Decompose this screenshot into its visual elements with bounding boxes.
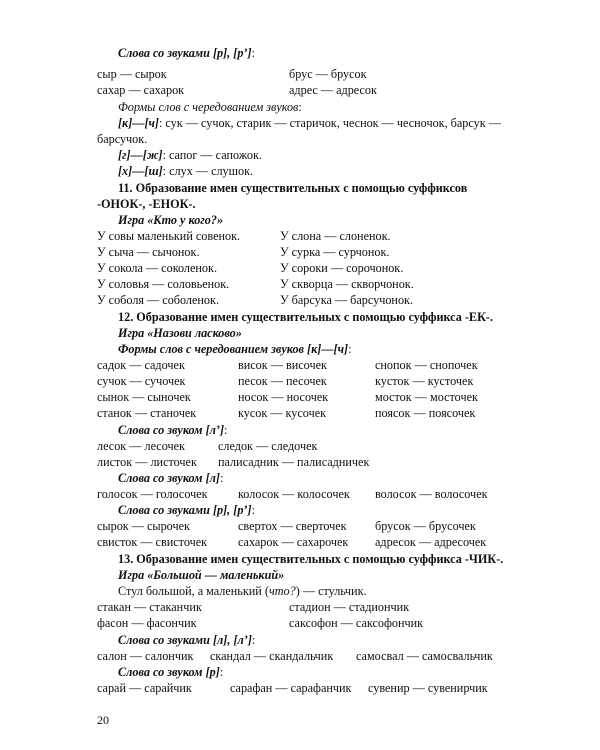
alternation-text: : слух — слушок. — [162, 164, 254, 178]
word-pair: сувенир — сувенирчик — [368, 681, 488, 695]
word-pair: У барсука — барсучонок. — [280, 293, 414, 307]
heading-text: Формы слов с чередованием звуков — [118, 100, 299, 114]
heading-text: Слова со звуком [л] — [118, 471, 220, 485]
word-pair: У соболя — соболенок. — [97, 293, 219, 307]
word-pair: кусок — кусочек — [238, 406, 327, 420]
word-pair: брус — брусок — [289, 67, 367, 81]
word-pair: У сокола — соколенок. — [97, 261, 217, 275]
word-pair: колосок — колосочек — [238, 487, 350, 501]
word-pair: У сурка — сурчонок. — [280, 245, 390, 259]
word-pair: У скворца — скворчонок. — [280, 277, 414, 291]
heading-sound-r — [118, 664, 223, 680]
alternation-key: [х]—[ш] — [118, 164, 163, 178]
word-pair: свисток — свисточек — [97, 535, 208, 549]
intro-part: Стул большой, а маленький ( — [118, 584, 269, 598]
heading-alternation — [118, 99, 302, 115]
word-pair: У сороки — сорочонок. — [280, 261, 404, 275]
word-pair: мосток — мосточек — [375, 390, 478, 404]
heading-colon: : — [251, 633, 256, 647]
heading-colon: : — [224, 423, 228, 437]
game-title: Игра «Большой — маленький» — [118, 568, 285, 582]
word-pair: салон — салончик — [97, 649, 194, 663]
word-pair: саксофон — саксофончик — [289, 616, 424, 630]
heading-sound-l — [118, 470, 223, 486]
word-pair: голосок — голосочек — [97, 487, 208, 501]
word-pair: сарафан — сарафанчик — [230, 681, 352, 695]
heading-sound-l-soft — [118, 422, 227, 438]
heading-colon: : — [298, 100, 302, 114]
alternation-text: : сапог — сапожок. — [162, 148, 262, 162]
word-pair: волосок — волосочек — [375, 487, 488, 501]
heading-text: Слова со звуком [р] — [118, 665, 220, 679]
game-title: Игра «Кто у кого?» — [118, 213, 224, 227]
game-title: Игра «Назови ласково» — [118, 326, 242, 340]
word-pair: следок — следочек — [218, 439, 318, 453]
word-pair: фасон — фасончик — [97, 616, 197, 630]
alternation-line — [118, 163, 253, 179]
word-pair: скандал — скандальчик — [210, 649, 334, 663]
section-13-title: 13. Образование имен существительных с помощью суффикса -ЧИК-. — [118, 552, 504, 566]
word-pair: У сыча — сычонок. — [97, 245, 200, 259]
word-pair: У слона — слоненок. — [280, 229, 391, 243]
word-pair: лесок — лесочек — [97, 439, 185, 453]
page-number: 20 — [97, 713, 109, 727]
heading-text: Слова со звуками [р], [р’] — [118, 503, 252, 517]
word-pair: поясок — поясочек — [375, 406, 476, 420]
intro-question: что? — [268, 584, 296, 598]
section-12-title: 12. Образование имен существительных с помощью суффикса -ЕК-. — [118, 310, 494, 324]
alternation-key: [к]—[ч] — [118, 116, 159, 130]
word-pair: листок — листочек — [97, 455, 197, 469]
word-pair: садок — садочек — [97, 358, 185, 372]
word-pair: палисадник — палисадничек — [218, 455, 370, 469]
word-pair: кусток — кусточек — [375, 374, 474, 388]
word-pair: самосвал — самосвальчик — [356, 649, 493, 663]
intro-part: ) — стульчик. — [295, 584, 367, 598]
heading-colon: : — [251, 46, 255, 60]
word-pair: адресок — адресочек — [375, 535, 487, 549]
section-11-title: 11. Образование имен существительных с помощью суффиксов — [118, 181, 468, 195]
word-pair: сырок — сырочек — [97, 519, 190, 533]
section-11-title-cont: -ОНОК-, -ЕНОК-. — [97, 197, 196, 211]
alternation-line — [118, 115, 501, 131]
heading-colon: : — [251, 503, 255, 517]
word-pair: сучок — сучочек — [97, 374, 186, 388]
word-pair: станок — станочек — [97, 406, 197, 420]
word-pair: стакан — стаканчик — [97, 600, 202, 614]
word-pair: стадион — стадиончик — [289, 600, 410, 614]
heading-alternation-kch — [118, 341, 351, 357]
word-pair: У совы маленький совенок. — [97, 229, 241, 243]
heading-colon: : — [348, 342, 352, 356]
word-pair: сынок — сыночек — [97, 390, 191, 404]
word-pair: висок — височек — [238, 358, 327, 372]
alternation-line — [118, 147, 262, 163]
intro-sentence — [118, 583, 367, 599]
heading-text: Формы слов с чередованием звуков [к]—[ч] — [118, 342, 349, 356]
word-pair: У соловья — соловьенок. — [97, 277, 230, 291]
heading-sounds-r — [118, 45, 255, 61]
word-pair: сарай — сарайчик — [97, 681, 192, 695]
word-pair: брусок — брусочек — [375, 519, 476, 533]
word-pair: сахарок — сахарочек — [238, 535, 349, 549]
alternation-key: [г]—[ж] — [118, 148, 163, 162]
word-pair: свертох — сверточек — [238, 519, 347, 533]
heading-sounds-r — [118, 502, 255, 518]
heading-text: Слова со звуками [р], [р’] — [118, 46, 252, 60]
word-pair: сыр — сырок — [97, 67, 167, 81]
word-pair: адрес — адресок — [289, 83, 377, 97]
word-pair: снопок — снопочек — [375, 358, 478, 372]
heading-text: Слова со звуком [л’] — [118, 423, 225, 437]
word-pair: песок — песочек — [238, 374, 327, 388]
heading-colon: : — [219, 471, 224, 485]
heading-colon: : — [219, 665, 224, 679]
alternation-line: барсучок. — [97, 132, 148, 146]
heading-sounds-l — [118, 632, 255, 648]
word-pair: сахар — сахарок — [97, 83, 185, 97]
heading-text: Слова со звуками [л], [л’] — [118, 633, 252, 647]
alternation-text: : сук — сучок, старик — старичок, чеснок — чесночок, барсук — — [159, 116, 501, 130]
word-pair: носок — носочек — [238, 390, 329, 404]
